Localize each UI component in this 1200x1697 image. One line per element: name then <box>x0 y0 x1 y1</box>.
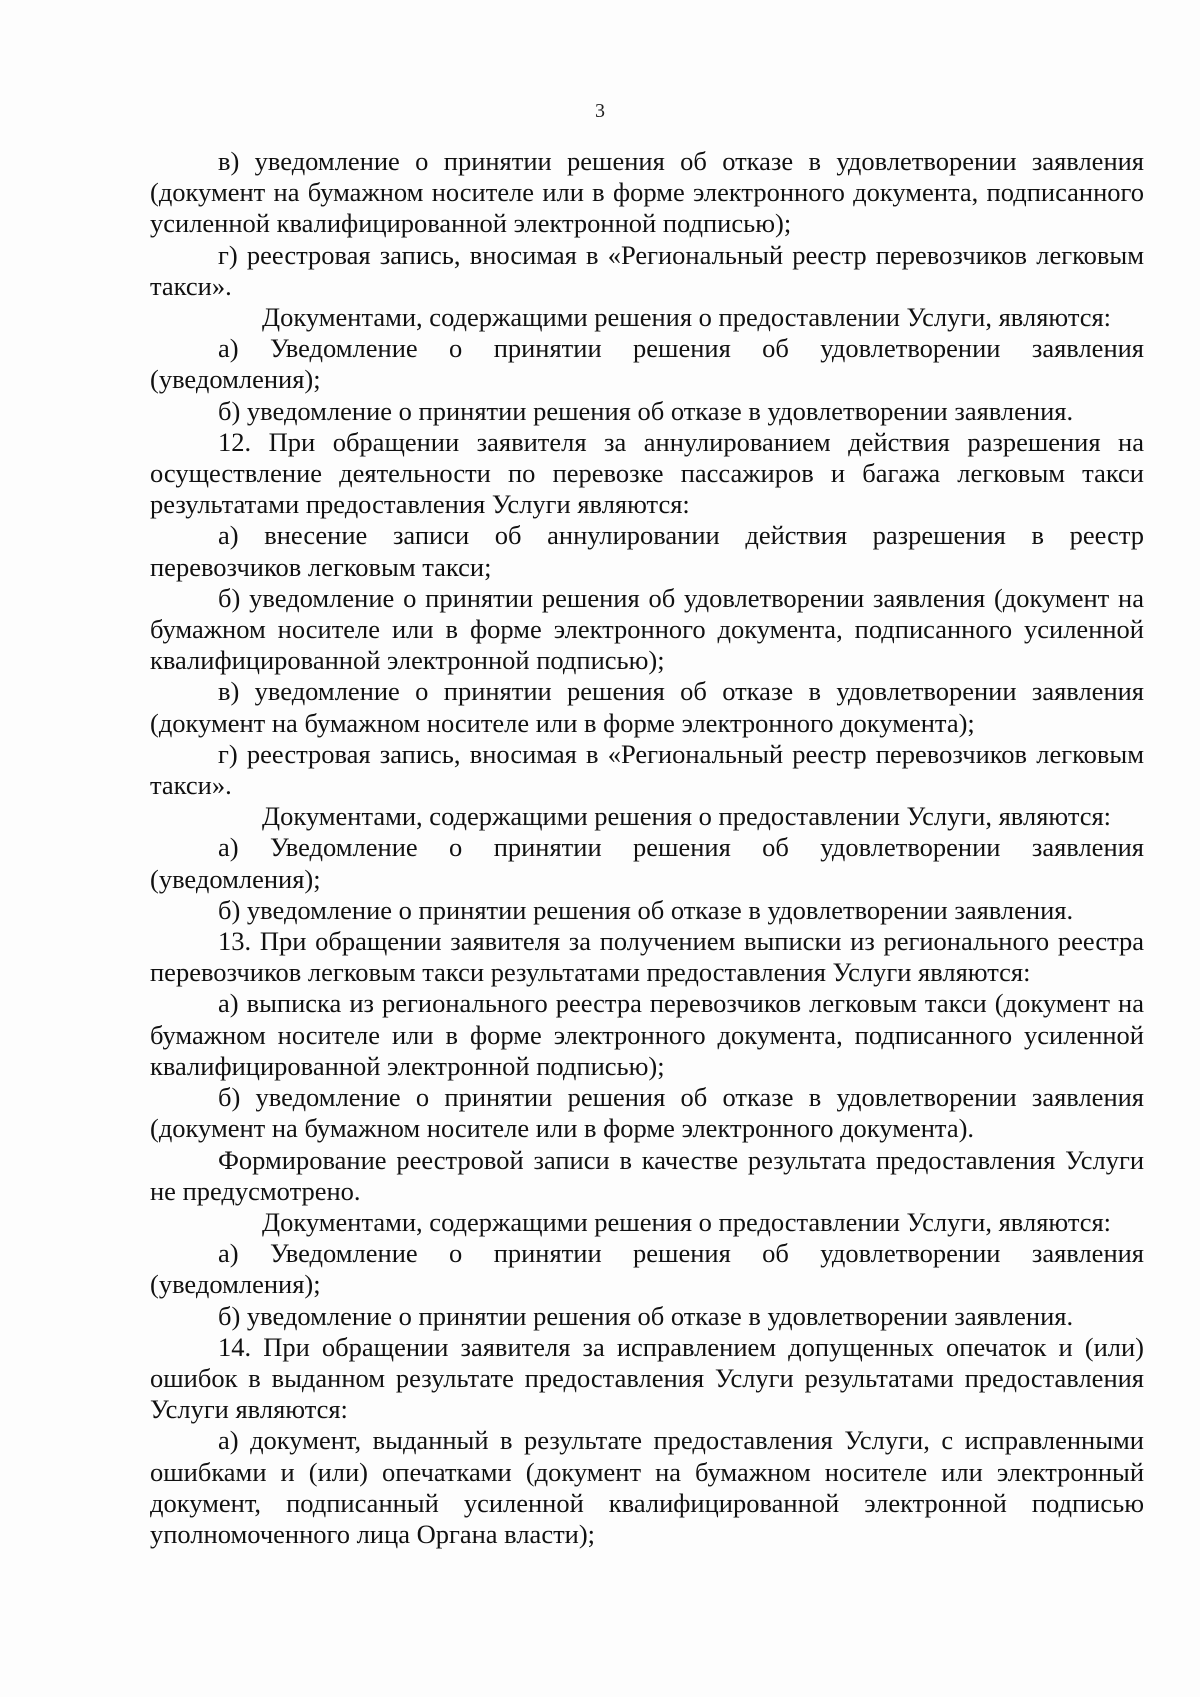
paragraph: в) уведомление о принятии решения об отказе в удовлетворении заявления (документ на бумажном носителе или в форме электронного документа); <box>150 676 1144 738</box>
paragraph: в) уведомление о принятии решения об отказе в удовлетворении заявления (документ на бумажном носителе или в форме электронного документа, подписанного усиленной квалифицированной электронной подписью); <box>150 146 1144 239</box>
paragraph: г) реестровая запись, вносимая в «Региональный реестр перевозчиков легковым такси». <box>150 239 1144 301</box>
paragraph: а) Уведомление о принятии решения об удовлетворении заявления (уведомления); <box>150 832 1144 894</box>
paragraph: а) внесение записи об аннулировании действия разрешения в реестр перевозчиков легковым такси; <box>150 520 1144 582</box>
document-body <box>150 146 1144 1550</box>
paragraph: Формирование реестровой записи в качестве результата предоставления Услуги не предусмотрено. <box>150 1144 1144 1206</box>
paragraph: г) реестровая запись, вносимая в «Региональный реестр перевозчиков легковым такси». <box>150 738 1144 801</box>
paragraph: Документами, содержащими решения о предоставлении Услуги, являются: <box>262 1206 1112 1237</box>
paragraph: б) уведомление о принятии решения об отказе в удовлетворении заявления (документ на бумажном носителе или в форме электронного документа). <box>150 1082 1144 1144</box>
paragraph: б) уведомление о принятии решения об отказе в удовлетворении заявления. <box>218 395 1074 426</box>
paragraph: б) уведомление о принятии решения об отказе в удовлетворении заявления. <box>218 1300 1074 1331</box>
paragraph: 13. При обращении заявителя за получением выписки из регионального реестра перевозчиков легковым такси результатами предоставления Услуги являются: <box>150 926 1144 988</box>
paragraph: а) документ, выданный в результате предоставления Услуги, с исправленными ошибками и (или) опечатками (документ на бумажном носителе или электронный документ, подписанный усиленной квалифицированной электронной подписью уполномоченного лица Органа власти); <box>150 1425 1144 1549</box>
paragraph: а) выписка из регионального реестра перевозчиков легковым такси (документ на бумажном носителе или в форме электронного документа, подписанного усиленной квалифицированной электронной подписью); <box>150 988 1144 1081</box>
paragraph: 14. При обращении заявителя за исправлением допущенных опечаток и (или) ошибок в выданном результате предоставления Услуги результатами предоставления Услуги являются: <box>150 1331 1144 1425</box>
paragraph: а) Уведомление о принятии решения об удовлетворении заявления (уведомления); <box>150 333 1144 395</box>
paragraph: а) Уведомление о принятии решения об удовлетворении заявления (уведомления); <box>150 1238 1144 1300</box>
paragraph: Документами, содержащими решения о предоставлении Услуги, являются: <box>262 302 1112 333</box>
paragraph: б) уведомление о принятии решения об удовлетворении заявления (документ на бумажном носителе или в форме электронного документа, подписанного усиленной квалифицированной электронной подписью); <box>150 582 1144 676</box>
paragraph: б) уведомление о принятии решения об отказе в удовлетворении заявления. <box>218 894 1074 925</box>
page-number: 3 <box>595 100 605 122</box>
paragraph: Документами, содержащими решения о предоставлении Услуги, являются: <box>262 801 1112 832</box>
paragraph: 12. При обращении заявителя за аннулированием действия разрешения на осуществление деятельности по перевозке пассажиров и багажа легковым такси результатами предоставления Услуги являются: <box>150 426 1144 520</box>
